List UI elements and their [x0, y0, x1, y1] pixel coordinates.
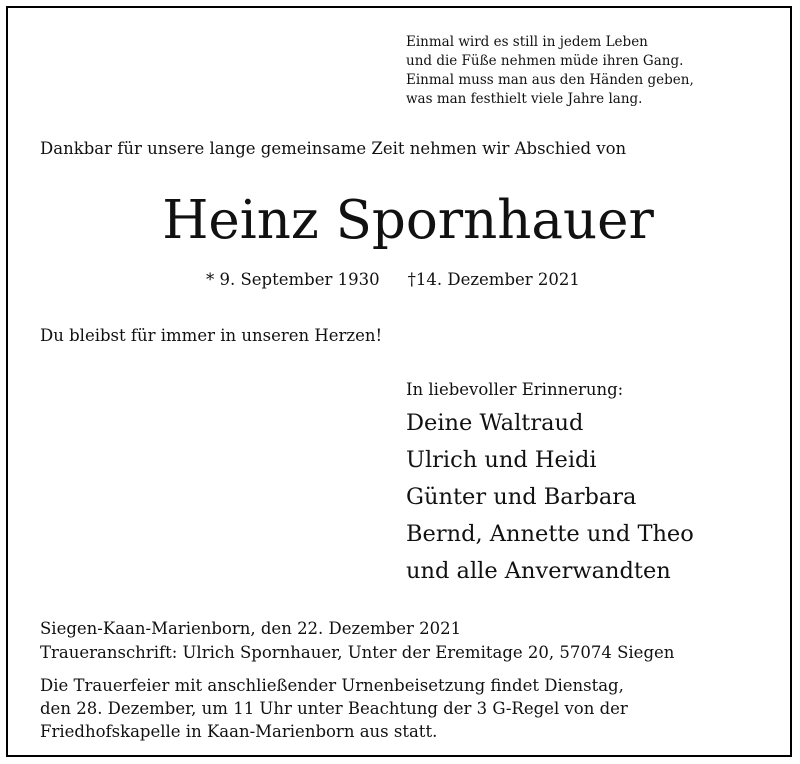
mourning-address: Traueranschrift: Ulrich Spornhauer, Unter der Eremitage 20, 57074 Siegen — [40, 643, 675, 662]
life-dates — [206, 270, 580, 289]
poem-line: Einmal wird es still in jedem Leben — [406, 34, 648, 50]
remembrance-text: Du bleibst für immer in unseren Herzen! — [40, 326, 383, 345]
mourner-name: Bernd, Annette und Theo — [406, 521, 694, 547]
birth-date: * 9. September 1930 — [206, 270, 380, 289]
service-line: den 28. Dezember, um 11 Uhr unter Beachtung der 3 G-Regel von der — [40, 699, 628, 718]
poem — [406, 33, 694, 109]
mourner-name: und alle Anverwandten — [406, 558, 671, 584]
poem-line: und die Füße nehmen müde ihren Gang. — [406, 53, 684, 69]
death-date: †14. Dezember 2021 — [407, 270, 580, 289]
service-line: Friedhofskapelle in Kaan-Marienborn aus statt. — [40, 722, 438, 741]
mourner-name: Günter und Barbara — [406, 484, 637, 510]
mourner-name: Deine Waltraud — [406, 410, 584, 436]
deceased-name: Heinz Spornhauer — [162, 190, 654, 251]
service-line: Die Trauerfeier mit anschließender Urnenbeisetzung findet Dienstag, — [40, 676, 624, 695]
intro-text: Dankbar für unsere lange gemeinsame Zeit nehmen wir Abschied von — [40, 139, 627, 158]
funeral-service-info — [40, 674, 628, 743]
mourners-list — [406, 405, 694, 590]
mourner-name: Ulrich und Heidi — [406, 447, 597, 473]
poem-line: was man festhielt viele Jahre lang. — [406, 91, 643, 107]
obituary-frame — [6, 6, 792, 757]
poem-line: Einmal muss man aus den Händen geben, — [406, 72, 694, 88]
mourners-label: In liebevoller Erinnerung: — [406, 380, 624, 399]
place-date: Siegen-Kaan-Marienborn, den 22. Dezember 2021 — [40, 619, 462, 638]
